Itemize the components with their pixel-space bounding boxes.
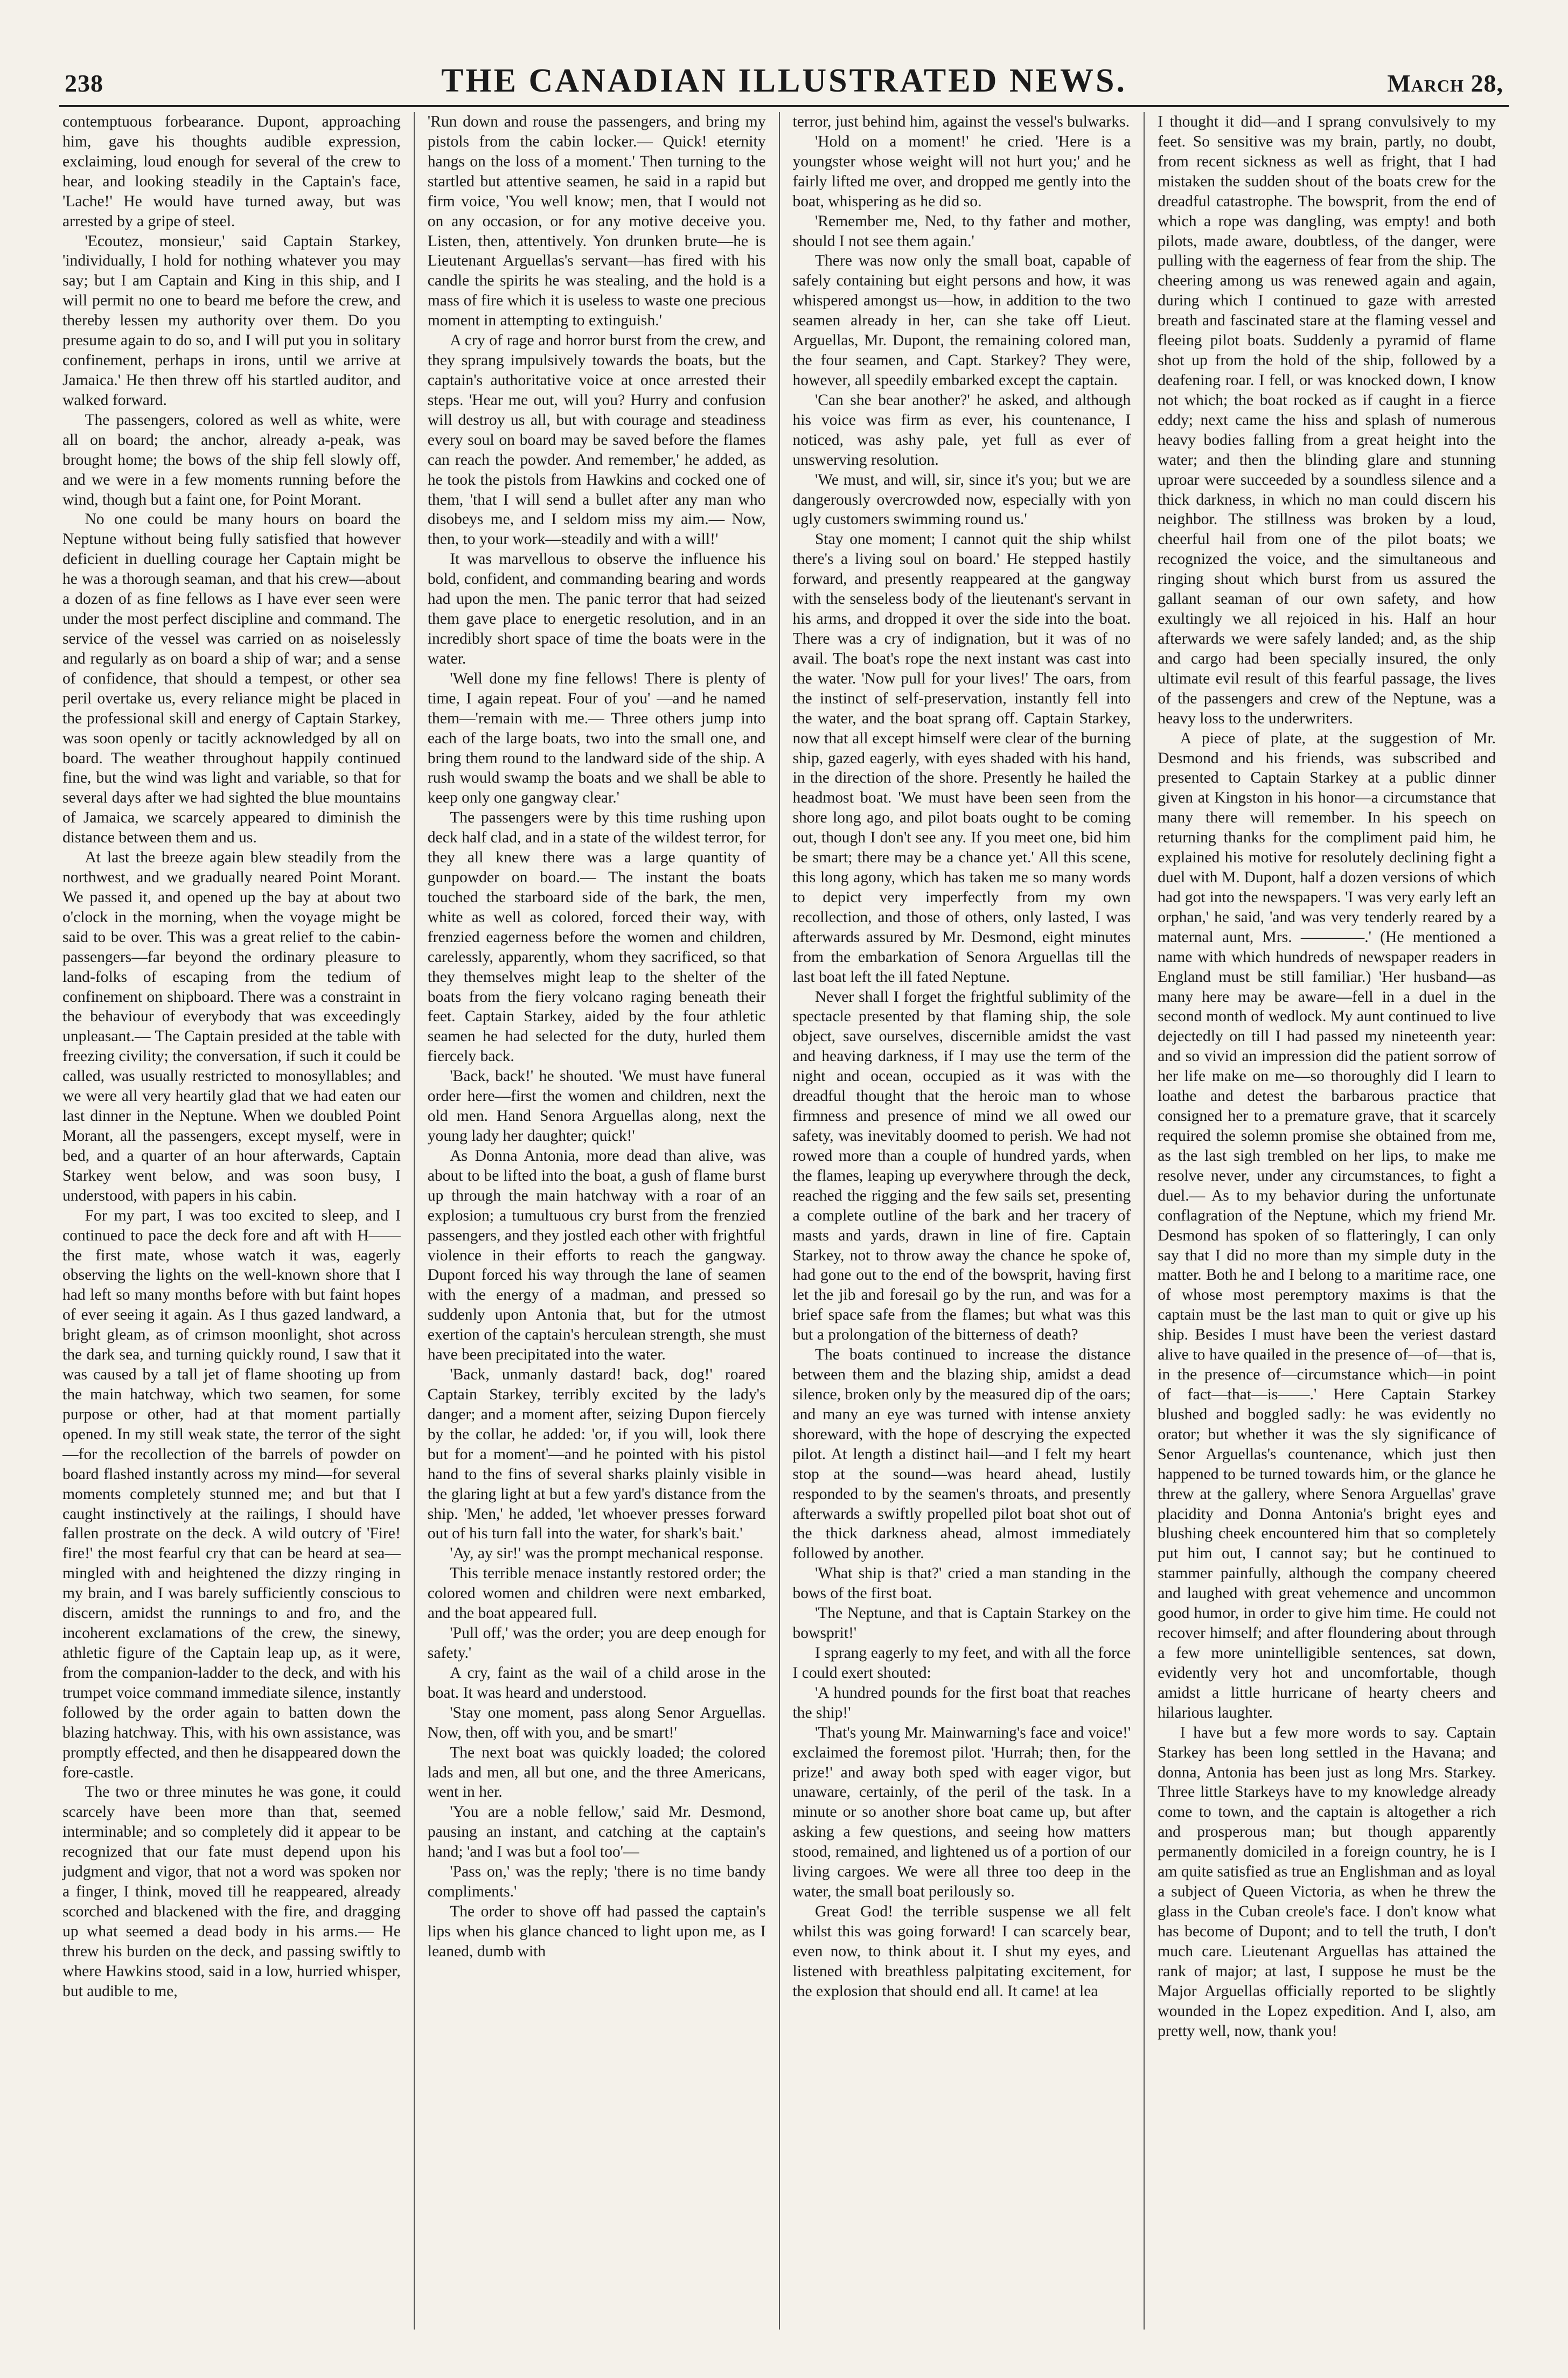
article-paragraph: I sprang eagerly to my feet, and with all the force I could exert shouted: <box>792 1644 1131 1682</box>
article-paragraph: 'Hold on a moment!' he cried. 'Here is a youngster whose weight will not hurt you;' and he fairly lifted me over, and dropped me gently into the boat, whispering as he did so. <box>792 133 1131 210</box>
article-paragraph: 'Run down and rouse the passengers, and bring my pistols from the cabin locker.— Quick! eternity hangs on the loss of a moment.' Then turning to the startled but attentive seamen, he said in a rapid but firm voice, 'You well know; men, that I would not on any occasion, or for any motive deceive you. Listen, then, attentively. Yon drunken brute—he is Lieutenant Arguellas's servant—has fired with his candle the spirits he was stealing, and the hold is a mass of fire which it is useless to waste one precious moment in attempting to extinguish.' <box>427 113 766 330</box>
article-paragraph: A cry of rage and horror burst from the crew, and they sprang impulsively towards the boats, but the captain's authoritative voice at once arrested their steps. 'Hear me out, will you? Hurry and confusion will destroy us all, but with courage and steadiness every soul on board may be saved before the flames can reach the powder. And remember,' he added, as he took the pistols from Hawkins and cocked one of them, 'that I will send a bullet after any man who disobeys me, and I seldom miss my aim.— Now, then, to your work—steadily and with a will!' <box>427 332 766 548</box>
article-paragraph: The next boat was quickly loaded; the colored lads and men, all but one, and the three Americans, went in her. <box>427 1744 766 1801</box>
article-paragraph: It was marvellous to observe the influence his bold, confident, and commanding bearing and words had upon the men. The panic terror that had seized them gave place to energetic resolution, and in an incredibly short space of time the boats were in the water. <box>427 550 766 667</box>
article-paragraph: The passengers, colored as well as white, were all on board; the anchor, already a-peak, was brought home; the bows of the ship fell slowly off, and we were in a few moments running before the wind, though but a faint one, for Point Morant. <box>62 411 401 508</box>
article-paragraph: 'You are a noble fellow,' said Mr. Desmond, pausing an instant, and catching at the captain's hand; 'and I was but a fool too'— <box>427 1803 766 1861</box>
article-paragraph: 'Ecoutez, monsieur,' said Captain Starkey, 'individually, I hold for nothing whatever you may say; but I am Captain and King in this ship, and I will permit no one to beard me before the crew, and thereby lessen my authority over them. Do you presume again to do so, and I will put you in solitary confinement, perhaps in irons, until we arrive at Jamaica.' He then threw off his startled auditor, and walked forward. <box>62 232 401 409</box>
article-paragraph: 'A hundred pounds for the first boat that reaches the ship!' <box>792 1684 1131 1721</box>
article-paragraph: No one could be many hours on board the Neptune without being fully satisfied that however deficient in duelling courage her Captain might be he was a thorough seaman, and that his crew—about a dozen of as fine fellows as I have ever seen were under the most perfect discipline and command. The service of the vessel was carried on as noiselessly and regularly as on board a ship of war; and a sense of confidence, that should a tempest, or other sea peril overtake us, every reliance might be placed in the professional skill and energy of Captain Starkey, was soon openly or tacitly acknowledged by all on board. The weather throughout happily continued fine, but the wind was light and variable, so that for several days after we had sighted the blue mountains of Jamaica, we scarcely appeared to diminish the distance between them and us. <box>62 511 401 847</box>
article-paragraph: This terrible menace instantly restored order; the colored women and children were next embarked, and the boat appeared full. <box>427 1565 766 1622</box>
column-2 <box>415 112 780 2330</box>
article-paragraph: 'Can she bear another?' he asked, and although his voice was firm as ever, his countenance, I noticed, was ashy pale, yet full as ever of unswerving resolution. <box>792 391 1131 469</box>
article-paragraph: terror, just behind him, against the vessel's bulwarks. <box>792 113 1130 130</box>
article-paragraph: 'Back, unmanly dastard! back, dog!' roared Captain Starkey, terribly excited by the lady's danger; and a moment after, seizing Dupon fiercely by the collar, he added: 'or, if you will, look there but for a moment'—and he pointed with his pistol hand to the fins of several sharks plainly visible in the glaring light at but a few yard's distance from the ship. 'Men,' he added, 'let whoever presses forward out of his turn fall into the water, for shark's bait.' <box>427 1366 766 1543</box>
column-3 <box>780 112 1145 2330</box>
article-paragraph: The order to shove off had passed the captain's lips when his glance chanced to light upon me, as I leaned, dumb with <box>427 1902 766 1960</box>
article-paragraph: 'We must, and will, sir, since it's you; but we are dangerously overcrowded now, especially with yon ugly customers swimming round us.' <box>792 471 1131 528</box>
article-paragraph: 'What ship is that?' cried a man standing in the bows of the first boat. <box>792 1565 1131 1602</box>
article-paragraph: 'Pass on,' was the reply; 'there is no time bandy compliments.' <box>427 1863 766 1901</box>
article-paragraph: A cry, faint as the wail of a child arose in the boat. It was heard and understood. <box>427 1664 766 1701</box>
column-4 <box>1145 112 1509 2330</box>
article-paragraph: A piece of plate, at the suggestion of Mr. Desmond and his friends, was subscribed and presented to Captain Starkey at a public dinner given at Kingston in his honor—a circumstance that many there will remember. In his speech on returning thanks for the compliment paid him, he explained his motive for resolutely declining fight a duel with M. Dupont, half a dozen versions of which had got into the newspapers. 'I was very early left an orphan,' he said, 'and was very tenderly reared by a maternal aunt, Mrs. ————.' (He mentioned a name with which hundreds of newspaper readers in England must be still familiar.) 'Her husband—as many here may be aware—fell in a duel in the second month of wedlock. My aunt continued to live dejectedly on till I had passed my nineteenth year: and so vivid an impression did the patient sorrow of her life make on me—so thoroughly did I learn to loathe and detest the barbarous practice that consigned her to a premature grave, that it scarcely required the solemn promise she obtained from me, as the last sigh trembled on her lips, to make me resolve never, under any circumstances, to fight a duel.— As to my behavior during the unfortunate conflagration of the Neptune, which my friend Mr. Desmond has spoken of so flatteringly, I can only say that I did no more than my simple duty in the matter. Both he and I belong to a maritime race, one of whose most peremptory maxims is that the captain must be the last man to quit or give up his ship. Besides I must have been the veriest dastard alive to have quailed in the presence of—of—that is, in the presence of—circumstance which—in point of fact—that—is——.' Here Captain Starkey blushed and boggled sadly: he was evidently no orator; but whether it was the sly significance of Senor Arguellas's countenance, which just then happened to be turned towards him, or the glance he threw at the gallery, where Senora Arguellas' grave placidity and Donna Antonia's bright eyes and blushing cheek encountered him that so completely put him out, I cannot say; but he continued to stammer painfully, although the company cheered and laughed with great vehemence and uncommon good humor, in order to give him time. He could not recover himself; and after floundering about through a few more unintelligible sentences, sat down, evidently very hot and uncomfortable, though amidst a little hurricane of hearty cheers and hilarious laughter. <box>1158 729 1496 1721</box>
article-paragraph: Great God! the terrible suspense we all felt whilst this was going forward! I can scarcely bear, even now, to think about it. I shut my eyes, and listened with breathless palpitating excitement, for the explosion that should end all. It came! at lea <box>792 1902 1131 2000</box>
article-paragraph: There was now only the small boat, capable of safely containing but eight persons and how, it was whispered amongst us—how, in addition to the two seamen already in her, can she take off Lieut. Arguellas, Mr. Dupont, the remaining colored man, the four seamen, and Capt. Starkey? They were, however, all speedily embarked except the captain. <box>792 252 1131 389</box>
page-number: 238 <box>65 69 103 97</box>
article-paragraph: As Donna Antonia, more dead than alive, was about to be lifted into the boat, a gush of flame burst up through the main hatchway with a roar of an explosion; a tumultuous cry burst from the frenzied passengers, and they jostled each other with frightful violence in their efforts to reach the gangway. Dupont forced his way through the lane of seamen with the energy of a madman, and pressed so suddenly upon Antonia that, but for the utmost exertion of the captain's herculean strength, she must have been precipitated into the water. <box>427 1147 766 1364</box>
article-paragraph: 'Stay one moment, pass along Senor Arguellas. Now, then, off with you, and be smart!' <box>427 1704 766 1741</box>
article-paragraph: Never shall I forget the frightful sublimity of the spectacle presented by that flaming ship, the sole object, save ourselves, discernible amidst the vast and heaving darkness, if I may use the term of the night and ocean, occupied as it was with the dreadful thought that the heroic man to whose firmness and presence of mind we all owed our safety, was inevitably doomed to perish. We had not rowed more than a couple of hundred yards, when the flames, leaping up everywhere through the deck, reached the rigging and the few sails set, presenting a complete outline of the bark and her tracery of masts and yards, drawn in line of fire. Captain Starkey, not to throw away the chance he spoke of, had gone out to the end of the bowsprit, having first let the jib and foresail go by the run, and was for a brief space safe from the flames; but what was this but a prolongation of the bitterness of death? <box>792 988 1131 1344</box>
article-paragraph: 'Well done my fine fellows! There is plenty of time, I again repeat. Four of you' —and he named them—'remain with me.— Three others jump into each of the large boats, two into the small one, and bring them round to the landward side of the ship. A rush would swamp the boats and we shall be able to keep only one gangway clear.' <box>427 670 766 807</box>
article-paragraph: 'That's young Mr. Mainwarning's face and voice!' exclaimed the foremost pilot. 'Hurrah; then, for the prize!' and away both sped with eager vigor, but unaware, certainly, of the peril of the task. In a minute or so another shore boat came up, but after asking a few questions, and seeing how matters stood, remained, and lightened us of a portion of our living cargoes. We were all three too deep in the water, the small boat perilously so. <box>792 1724 1131 1901</box>
article-paragraph: 'Ay, ay sir!' was the prompt mechanical response. <box>450 1545 764 1563</box>
article-paragraph: I have but a few more words to say. Captain Starkey has been long settled in the Havana; and donna, Antonia has been just as long Mrs. Starkey. Three little Starkeys have to my knowledge already come to town, and the captain is altogether a rich and prosperous man; but though apparently permanently domiciled in a foreign country, he is I am quite satisfied as true an Englishman and as loyal a subject of Queen Victoria, as when he threw the glass in the Cuban creole's face. I don't know what has become of Dupont; and to tell the truth, I don't much care. Lieutenant Arguellas has attained the rank of major; at last, I suppose he must be the Major Arguellas officially reported to be slightly wounded in the Lopez expedition. And I, also, am pretty well, now, thank you! <box>1158 1724 1496 2040</box>
article-paragraph: The two or three minutes he was gone, it could scarcely have been more than that, seemed interminable; and so completely did it appear to be recognized that our fate must depend upon his judgment and vigor, that not a word was spoken nor a finger, I think, moved till he reappeared, already scorched and blackened with the fire, and dragging up what seemed a dead body in his arms.— He threw his burden on the deck, and passing swiftly to where Hawkins stood, said in a low, hurried whisper, but audible to me, <box>62 1783 401 2000</box>
newspaper-title: THE CANADIAN ILLUSTRATED NEWS. <box>441 62 1127 99</box>
article-columns <box>59 112 1509 2330</box>
article-paragraph: Stay one moment; I cannot quit the ship whilst there's a living soul on board.' He stepped hastily forward, and presently reappeared at the gangway with the senseless body of the lieutenant's servant in his arms, and dropped it over the side into the boat. There was a cry of indignation, but it was of no avail. The boat's rope the next instant was cast into the water. 'Now pull for your lives!' The oars, from the instinct of self-preservation, instantly fell into the water, and the boat sprang off. Captain Starkey, now that all except himself were clear of the burning ship, gazed eagerly, with eyes shaded with his hand, in the direction of the shore. Presently he hailed the headmost boat. 'We must have been seen from the shore long ago, and pilot boats ought to be coming out, though I don't see any. If you meet one, bid him be smart; there may be a chance yet.' All this scene, this long agony, which has taken me so many words to depict very imperfectly from my own recollection, and those of others, only lasted, I was afterwards assured by Mr. Desmond, eight minutes from the embarkation of Senora Arguellas till the last boat left the ill fated Neptune. <box>792 531 1131 986</box>
article-paragraph: The boats continued to increase the distance between them and the blazing ship, amidst a dead silence, broken only by the measured dip of the oars; and many an eye was turned with intense anxiety shoreward, with the hope of descrying the expected pilot. At length a distinct hail—and I felt my heart stop at the sound—was heard ahead, lustily responded to by the seamen's throats, and presently afterwards a swiftly propelled pilot boat shot out of the thick darkness ahead, almost immediately followed by another. <box>792 1346 1131 1563</box>
article-paragraph: contemptuous forbearance. Dupont, approaching him, gave his thoughts audible expression, exclaiming, loud enough for several of the crew to hear, and looking steadily in the Captain's face, 'Lache!' He would have turned away, but was arrested by a gripe of steel. <box>62 113 401 230</box>
article-paragraph: The passengers were by this time rushing upon deck half clad, and in a state of the wildest terror, for they all knew there was a large quantity of gunpowder on board.— The instant the boats touched the starboard side of the bark, the men, white as well as colored, forced their way, with frenzied eagerness before the women and children, carelessly, apparently, whom they sacrificed, so that they themselves might leap to the shelter of the boats from the fiery volcano raging beneath their feet. Captain Starkey, aided by the four athletic seamen he had selected for the duty, hurled them fiercely back. <box>427 809 766 1065</box>
article-paragraph: 'Back, back!' he shouted. 'We must have funeral order here—first the women and children, next the old men. Hand Senora Arguellas along, next the young lady her daughter; quick!' <box>427 1068 766 1145</box>
article-paragraph: I thought it did—and I sprang convulsively to my feet. So sensitive was my brain, partly, no doubt, from recent sickness as well as fright, that I had mistaken the sudden shout of the boats crew for the dreadful catastrophe. The bowsprit, from the end of which a rope was dangling, was empty! and both pilots, made aware, doubtless, of the danger, were pulling with the eagerness of fear from the ship. The cheering among us was renewed again and again, during which I continued to gaze with arrested breath and fascinated stare at the flaming vessel and fleeing pilot boats. Suddenly a pyramid of flame shot up from the hold of the ship, followed by a deafening roar. I fell, or was knocked down, I know not which; the boat rocked as if caught in a fierce eddy; next came the hiss and splash of numerous heavy bodies falling from a great height into the water; and then the blinding glare and stunning uproar were succeeded by a soundless silence and a thick darkness, in which no man could discern his neighbor. The stillness was broken by a loud, cheerful hail from one of the pilot boats; we recognized the voice, and the simultaneous and ringing shout which burst from us assured the gallant seaman of our own safety, and how exultingly we all rejoiced in his. Half an hour afterwards we were safely landed; and, as the ship and cargo had been specially insured, the only ultimate evil result of this fearful passage, the lives of the passengers and crew of the Neptune, was a heavy loss to the underwriters. <box>1158 113 1496 727</box>
article-paragraph: At last the breeze again blew steadily from the northwest, and we gradually neared Point Morant. We passed it, and opened up the bay at about two o'clock in the morning, when the voyage might be said to be over. This was a great relief to the cabin-passengers—far beyond the ordinary pleasure to land-folks of escaping from the tedium of confinement on shipboard. There was a constraint in the behaviour of everybody that was exceedingly unpleasant.— The Captain presided at the table with freezing civility; the conversation, if such it could be called, was usually restricted to monosyllables; and we were all very heartily glad that we had eaten our last dinner in the Neptune. When we doubled Point Morant, all the passengers, except myself, were in bed, and a quarter of an hour afterwards, Captain Starkey went below, and was soon busy, I understood, with papers in his cabin. <box>62 849 401 1204</box>
article-paragraph: For my part, I was too excited to sleep, and I continued to pace the deck fore and aft with H—— the first mate, whose watch it was, eagerly observing the lights on the well-known shore that I had left so many months before with but faint hopes of ever seeing it again. As I thus gazed landward, a bright gleam, as of crimson moonlight, shot across the dark sea, and turning quickly round, I saw that it was caused by a tall jet of flame shooting up from the main hatchway, which two seamen, for some purpose or other, had at that moment partially opened. In my still weak state, the terror of the sight—for the recollection of the barrels of powder on board flashed instantly across my mind—for several moments completely stunned me; and but that I caught instinctively at the railings, I should have fallen prostrate on the deck. A wild outcry of 'Fire! fire!' the most fearful cry that can be heard at sea—mingled with and heightened the dizzy ringing in my brain, and I was barely sufficiently conscious to discern, amidst the runnings to and fro, and the incoherent exclamations of the crew, the sinewy, athletic figure of the Captain leap up, as it were, from the companion-ladder to the deck, and with his trumpet voice command immediate silence, instantly followed by the order again to batten down the blazing hatchway. This, with his own assistance, was promptly effected, and then he disappeared down the fore-castle. <box>62 1207 401 1781</box>
article-paragraph: 'Pull off,' was the order; you are deep enough for safety.' <box>427 1624 766 1662</box>
article-paragraph: 'The Neptune, and that is Captain Starkey on the bowsprit!' <box>792 1605 1131 1642</box>
article-paragraph: 'Remember me, Ned, to thy father and mother, should I not see them again.' <box>792 212 1131 250</box>
column-1 <box>59 112 415 2330</box>
page-header <box>59 62 1509 107</box>
issue-date: March 28, <box>1387 69 1503 97</box>
